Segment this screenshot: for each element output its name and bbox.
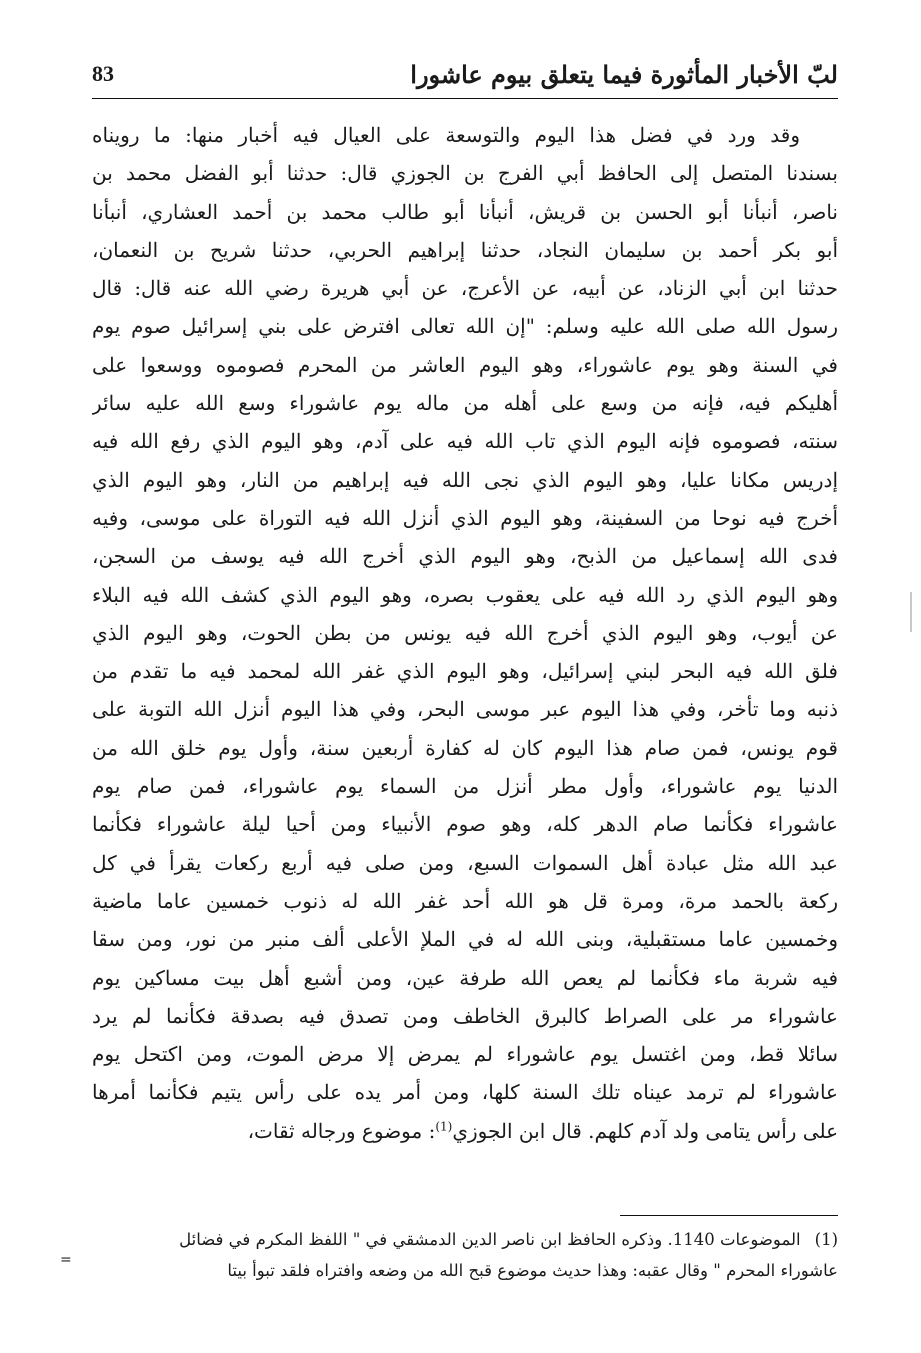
text-line: إدريس مكانا عليا، وهو اليوم الذي نجى الله فيه إبراهيم من النار، وهو اليوم الذي <box>92 467 838 492</box>
running-title: لبّ الأخبار المأثورة فيما يتعلق بيوم عاشورا <box>410 59 838 89</box>
text-line: أبو بكر أحمد بن سليمان النجاد، حدثنا إبراهيم الحربي، حدثنا شريح بن النعمان، <box>92 237 838 262</box>
page-number: 83 <box>92 61 114 86</box>
text-line: عن أيوب، وهو اليوم الذي أخرج الله فيه يونس من بطن الحوت، وهو اليوم الذي <box>92 620 838 645</box>
text-line: وقد ورد في فضل هذا اليوم والتوسعة على العيال فيه أخبار منها: ما رويناه <box>92 123 800 147</box>
text-line: الدنيا يوم عاشوراء، وأول مطر أنزل من السماء يوم عاشوراء، فمن صام يوم <box>92 774 838 799</box>
footnote-ref: (1) <box>435 1119 453 1134</box>
text-line: أهليكم فيه، فإنه من وسع على أهله من ماله يوم عاشوراء وسع الله عليه سائر <box>92 391 838 416</box>
body-text <box>92 116 838 1150</box>
footnote <box>92 1224 838 1286</box>
text-line: قوم يونس، فمن صام هذا اليوم كان له كفارة أربعين سنة، وأول يوم خلق الله من <box>92 735 838 760</box>
text-line: عاشوراء لم ترمد عيناه تلك السنة كلها، ومن أمر يده على رأس يتيم فكأنما أمرها <box>92 1080 838 1105</box>
text-line: فيه شربة ماء فكأنما لم يعص الله طرفة عين، ومن أشبع أهل بيت مساكين يوم <box>92 965 838 990</box>
page-header <box>92 52 838 96</box>
text-line: وهو اليوم الذي رد الله فيه على يعقوب بصره، وهو اليوم الذي كشف الله فيه البلاء <box>92 582 838 607</box>
text-line: بسندنا المتصل إلى الحافظ أبي الفرج بن الجوزي قال: حدثنا أبو الفضل محمد بن <box>92 161 838 186</box>
text-line: سائلا قط، ومن اغتسل يوم عاشوراء لم يمرض إلا مرض الموت، ومن اكتحل يوم <box>92 1042 838 1067</box>
footnote-line: (1)الموضوعات 1140. وذكره الحافظ ابن ناصر الدين الدمشقي في " اللفظ المكرم في فضائل <box>179 1230 838 1249</box>
text-line: سنته، فصوموه فإنه اليوم الذي تاب الله فيه على آدم، وهو اليوم الذي رفع الله فيه <box>92 429 838 454</box>
text-line: عاشوراء مر على الصراط كالبرق الخاطف ومن تصدق فيه بصدقة فكأنما لم يرد <box>92 1003 838 1028</box>
text-line: أخرج فيه نوحا من السفينة، وهو اليوم الذي أنزل الله فيه التوراة على موسى، وفيه <box>92 505 838 530</box>
text-line: على رأس يتامى ولد آدم كلهم. قال ابن الجوزي$^{(1)}$: موضوع ورجاله ثقات، <box>247 1118 838 1143</box>
text-line: ناصر، أنبأنا أبو الحسن بن قريش، أنبأنا أبو طالب محمد بن أحمد العشاري، أنبأنا <box>92 199 838 224</box>
footnote-marker: (1) <box>814 1230 838 1249</box>
text-line: حدثنا ابن أبي الزناد، عن أبيه، عن الأعرج، عن أبي هريرة رضي الله عنه قال: قال <box>92 276 838 301</box>
text-line: فلق الله فيه البحر لبني إسرائيل، وهو اليوم الذي غفر الله لمحمد فيه ما تقدم من <box>92 659 838 684</box>
text-line: في السنة وهو يوم عاشوراء، وهو اليوم العاشر من المحرم فصوموه ووسعوا على <box>92 352 838 377</box>
text-line: عاشوراء فكأنما صام الدهر كله، وهو صوم الأنبياء ومن أحيا ليلة عاشوراء فكأنما <box>92 812 838 837</box>
scan-edge-mark <box>910 592 912 632</box>
text-line: عبد الله مثل عبادة أهل السموات السبع، ومن صلى فيه أربع ركعات يقرأ في كل <box>92 850 838 875</box>
text-line: وخمسين عاما مستقبلية، وبنى الله له في الملإ الأعلى ألف منبر من نور، ومن سقا <box>92 927 838 952</box>
footnote-line: عاشوراء المحرم " وقال عقبه: وهذا حديث موضوع قبح الله من وضعه وافتراه فلقد تبوأ بيتا <box>227 1261 838 1280</box>
text-line: رسول الله صلى الله عليه وسلم: "إن الله تعالى افترض على بني إسرائيل صوم يوم <box>92 314 838 339</box>
continuation-mark: = <box>60 1252 72 1268</box>
text-line: ركعة بالحمد مرة، ومرة قل هو الله أحد غفر الله له ذنوب خمسين عاما ماضية <box>92 888 838 913</box>
text-line: ذنبه وما تأخر، وفي هذا اليوم عبر موسى البحر، وفي هذا اليوم أنزل الله التوبة على <box>92 697 838 722</box>
footnote-rule <box>620 1215 838 1216</box>
header-rule <box>92 98 838 99</box>
text-line: فدى الله إسماعيل من الذبح، وهو اليوم الذي أخرج الله فيه يوسف من السجن، <box>92 544 838 569</box>
